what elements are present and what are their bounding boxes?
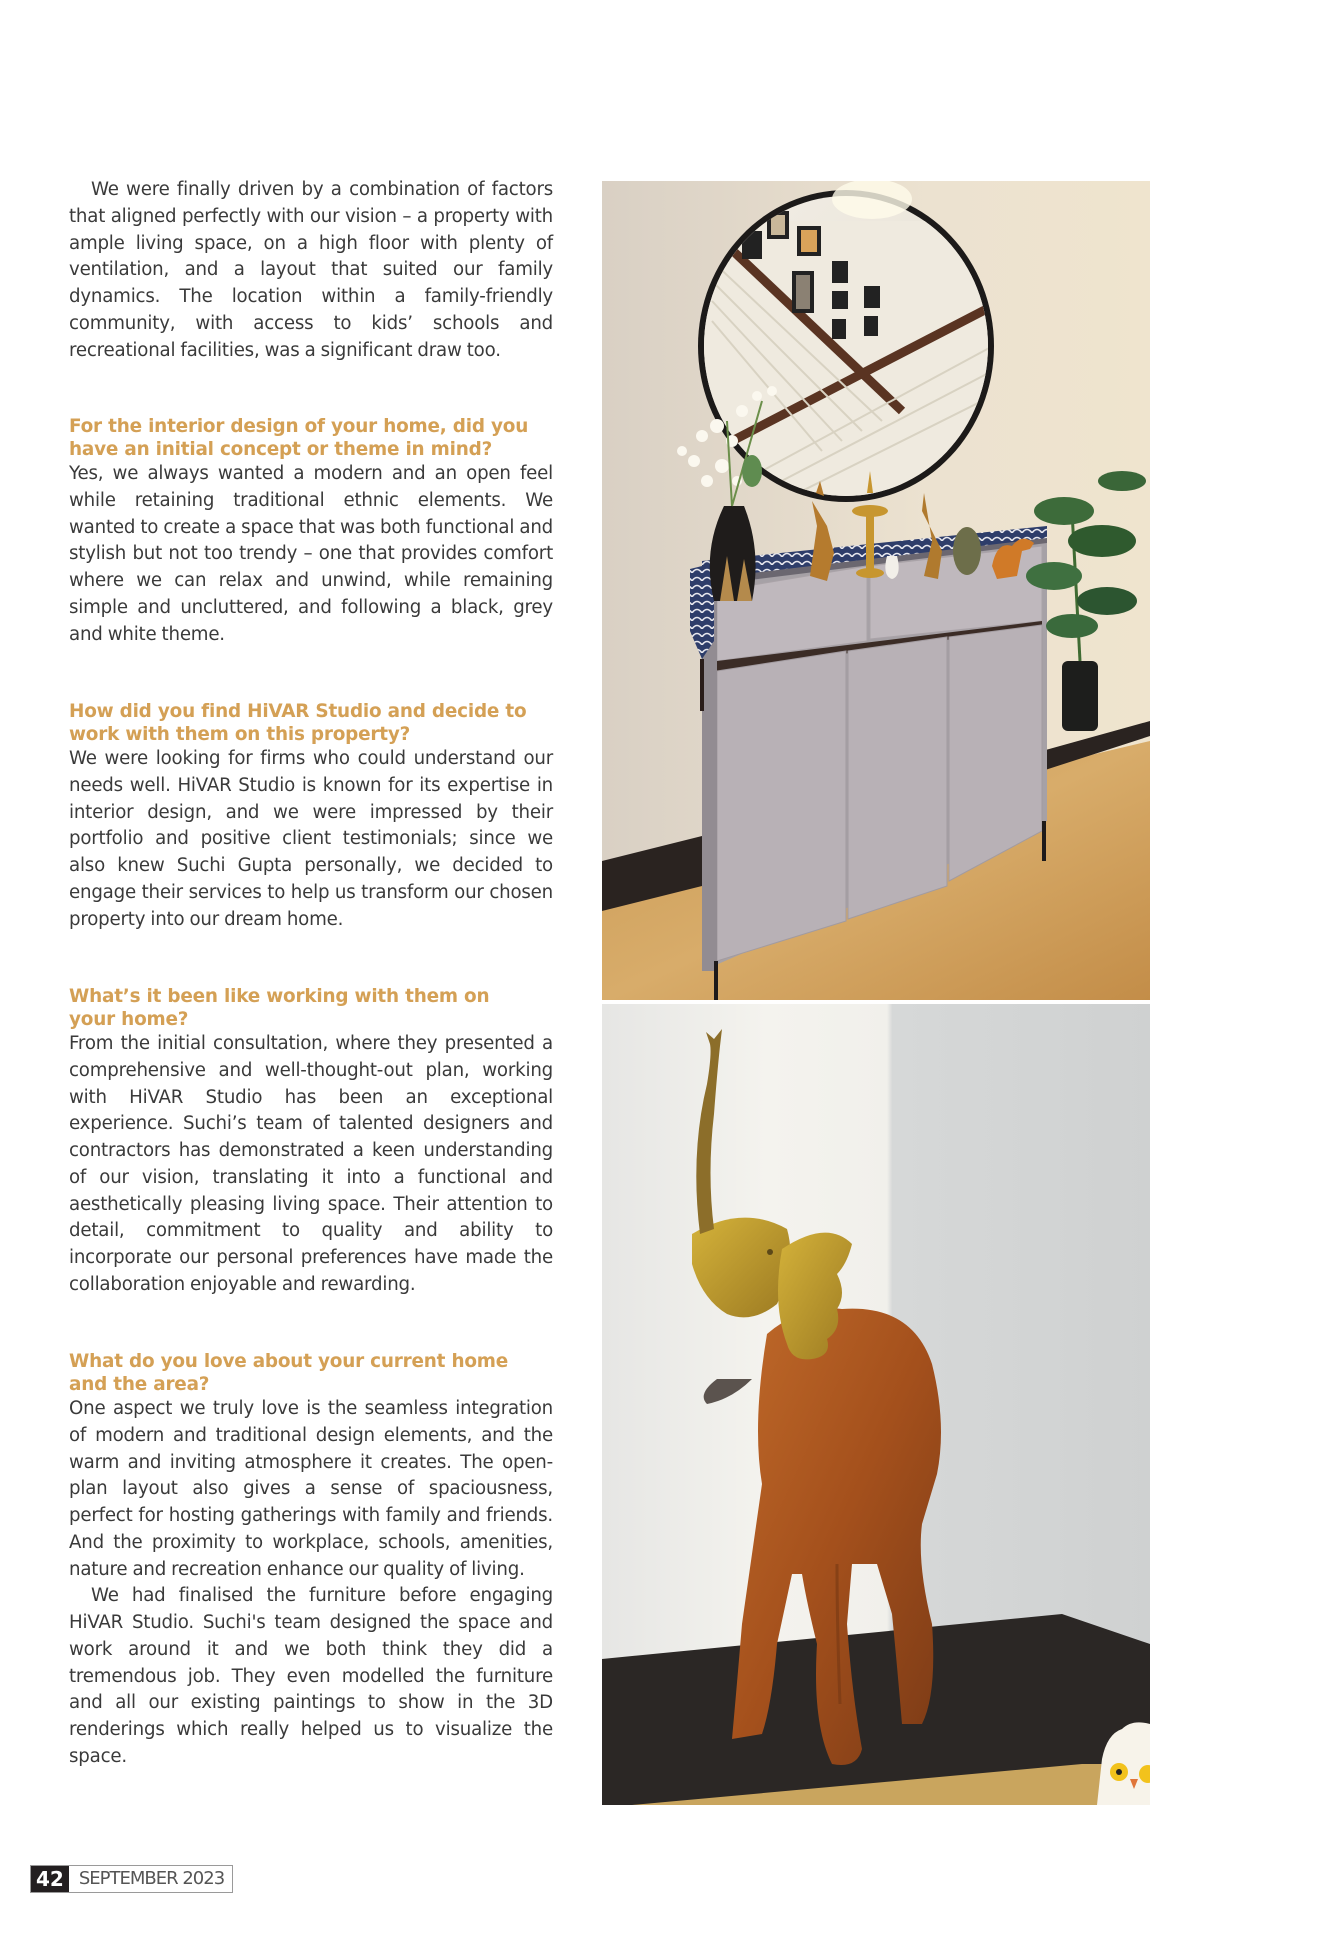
page-footer [30,1865,233,1893]
answer-paragraph: From the initial consultation, where they presented a comprehensive and well-thought-out plan, working with HiVAR Studio has been an exceptional experience. Suchi’s team of talented designers and contractors has demonstrated a keen understanding of our vision, translating it into a functional and aesthetically pleasing living space. Their attention to detail, commitment to quality and ability to incorporate our personal preferences have made the collaboration enjoyable and rewarding. [69,1033,553,1295]
answer-paragraph: Yes, we always wanted a modern and an open feel while retaining traditional ethnic elements. We wanted to create a space that was both functional and stylish but not too trendy – one that provides comfort where we can relax and unwind, while remaining simple and uncluttered, and following a black, grey and white theme. [69,463,553,645]
page-number: 42 [31,1866,69,1892]
qa-section-3 [69,985,553,1299]
question-heading: How did you find HiVAR Studio and decide to work with them on this property? [69,701,527,745]
qa-section-4 [69,1350,553,1771]
answer-paragraph-continued: We had finalised the furniture before engaging HiVAR Studio. Suchi's team designed the space and work around it and we both think they did a tremendous job. They even modelled the furniture and all our existing paintings to show in the 3D renderings which really helped us to visualize the space. [69,1585,553,1767]
console-mirror-photo [602,181,1150,1000]
question-heading: What do you love about your current home and the area? [69,1351,509,1395]
console-mirror-image [602,181,1150,1000]
qa-section-2 [69,700,553,933]
question-heading: What’s it been like working with them on your home? [69,986,490,1030]
answer-paragraph: One aspect we truly love is the seamless integration of modern and traditional design elements, and the warm and inviting atmosphere it creates. The open-plan layout also gives a sense of spaciousness, perfect for hosting gatherings with family and friends. And the proximity to workplace, schools, amenities, nature and recreation enhance our quality of living. [69,1398,553,1580]
qa-section-1 [69,415,553,648]
question-heading: For the interior design of your home, did you have an initial concept or theme in mind? [69,416,529,460]
elephant-figurine-image [602,1004,1150,1805]
elephant-figurine-photo [602,1004,1150,1805]
intro-block [69,177,553,364]
intro-paragraph: We were finally driven by a combination of factors that aligned perfectly with our vision – a property with ample living space, on a high floor with plenty of ventilation, and a layout that suited our family dynamics. The location within a family-friendly community, with access to kids’ schools and recreational facilities, was a significant draw too. [69,179,553,361]
issue-date: SEPTEMBER 2023 [78,1868,225,1889]
answer-paragraph: We were looking for firms who could understand our needs well. HiVAR Studio is known for its expertise in interior design, and we were impressed by their portfolio and positive client testimonials; since we also knew Suchi Gupta personally, we decided to engage their services to help us transform our chosen property into our dream home. [69,748,553,930]
